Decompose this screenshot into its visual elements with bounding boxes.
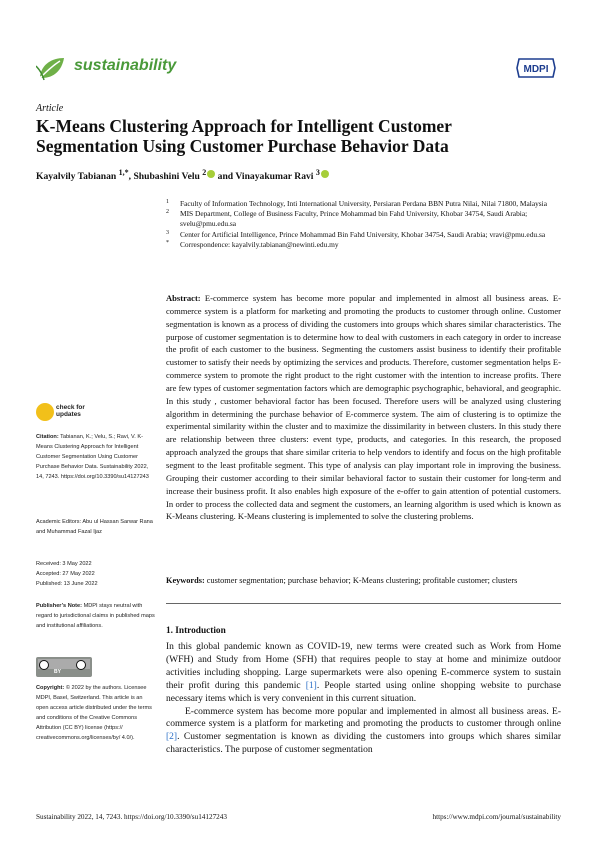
copyright-label: Copyright: [36,685,65,691]
author-name: Shubashini Velu [133,171,200,183]
section-divider [166,603,561,604]
publisher-note-text: MDPI stays neutral with regard to jurisdictional claims in published maps and institutional affiliations. [36,603,155,629]
cc-by-label: BY [54,669,61,675]
correspondence-text: Correspondence: kayalvily.tabianan@newinti.edu.my [180,239,339,249]
published-date: Published: 13 June 2022 [36,581,98,587]
citation-link[interactable]: [2] [166,732,178,743]
copyright-text: © 2022 by the authors. Licensee MDPI, Basel, Switzerland. This article is an open access article distributed under the terms and conditions of the Creative Commons Attribution (CC BY) license (https:// creativecommons.org/licenses/by/ 4.0/). [36,685,152,741]
author-sup: 3 [315,168,320,177]
section-heading: 1. Introduction [166,626,226,636]
paragraph-text: . People started using online shopping website to purchase necessary items which is very convenient in this current situation. [166,680,561,704]
correspondence-item [166,240,561,250]
check-updates-line1: check for [56,404,85,411]
article-type: Article [36,103,64,114]
author-sup: 1,* [118,168,129,177]
accepted-date: Accepted: 27 May 2022 [36,571,95,577]
author-separator: and [215,171,236,183]
mdpi-logo-text: MDPI [523,64,549,75]
keywords [166,575,561,586]
journal-name[interactable]: sustainability [74,57,177,74]
citation-block [36,432,156,482]
publisher-note [36,601,156,631]
check-updates-icon [36,403,54,421]
author-list [36,168,556,182]
keywords-text: customer segmentation; purchase behavior; K-Means clustering; profitable customer; clusters [206,576,518,585]
article-title: K-Means Clustering Approach for Intelligent Customer Segmentation Using Customer Purchase Behavior Data [36,116,452,156]
affiliation-number: 1 [166,199,169,205]
affiliation-item [166,199,561,209]
abstract-text: E-commerce system has become more popular and implemented in almost all business areas. E-commerce system is a platform for marketing and promoting the products to customer through online. Customer segmentation is known as a process of dividing the customers into groups which shares similar characteristics. The purpose of customer segmentation is to determine how to deal with customers in each category in order to increase the profit of each customer to the business. Segmenting the customers assist business to identify their profitable customer to satisfy their needs by optimizing the services and products. Therefore, customer segmentation helps E-commerce system to promote the right product to the right customer with the intention to increase profits. There are few types of customer segmentation factors which are demographic psychographic, behavioral, and geographic. In this study , customer behavioral factor has been focused. Therefore users will be analyzed using clustering algorithm in determining the purchase behavior of E-commerce system. The aim of clustering is to optimize the experimental similarity within the cluster and to maximize the dissimilarity in between clusters. In this study there are relationship between three clusters: event type, products, and categories. In this research, the proposed approach analyzed the groups that share similar criteria to help vendors to identify and focus on the high profitable segment to the least profitable segment. This type of analysis can play important role in improving the business. Grouping their customer according to their similar behavioral factor to sustain their customer for long-term and increase their business profit. It also enables high exposure of the e-offer to gain attention of potential customers. In order to process the collected data and segment the customers, an learning algorithm is used which is known as K-Means clustering. K-Means clustering is implemented to solve the clustering problems. [166,293,561,522]
affiliation-text: Faculty of Information Technology, Inti International University, Persiaran Perdana BBN Putra Nilai, Nilai 71800, Malaysia [180,199,548,208]
citation-link[interactable]: [1] [305,680,317,691]
affiliation-item [166,209,561,229]
affiliation-text: Center for Artificial Intelligence, Prince Mohammad Bin Fahd University, Khobar 34754, Saudi Arabia; vravi@pmu.edu.sa [180,229,546,239]
introduction-body [166,641,561,757]
paragraph-text: E-commerce system has become more popular and implemented in almost all business areas. E-commerce system is a platform for marketing and promoting the products to customer through online [166,706,561,730]
copyright-block [36,683,156,743]
author-separator: , [128,171,134,183]
received-date: Received: 3 May 2022 [36,561,92,567]
keywords-label: Keywords: [166,576,205,585]
cc-by-license-badge[interactable] [36,657,92,677]
orcid-icon[interactable] [321,170,329,178]
affiliation-item [166,230,561,240]
affiliation-number: * [166,239,169,246]
abstract [166,292,561,523]
affiliation-number: 3 [166,229,169,236]
citation-label: Citation: [36,434,59,440]
footer-url[interactable]: https://www.mdpi.com/journal/sustainability [432,813,561,821]
journal-leaf-logo [36,52,68,84]
cc-icon [39,660,49,670]
affiliation-text: MIS Department, College of Business Faculty, Prince Mohammad bin Fahd University, Khobar 34754, Saudi Arabia; svelu@pmu.edu.sa [180,209,528,229]
check-updates-text [56,404,85,418]
author-sup: 2 [202,168,207,177]
publisher-note-label: Publisher’s Note: [36,603,83,609]
paragraph-text: . Customer segmentation is known as dividing the customers into groups which shares similar characteristics. The purpose of customer segmentation [166,732,561,756]
academic-editors: Academic Editors: Abu ul Hassan Sarwar Rana and Muhammad Fazal Ijaz [36,519,153,535]
author-name: Kayalvily Tabianan [36,171,117,183]
paragraph [166,706,561,758]
check-for-updates-button[interactable] [36,403,156,423]
paragraph-text: In this global pandemic known as COVID-19, new terms were created such as Work from Home (WFH) and Study from Home (SFH) that requires people to stay at home and minimize outdoor activities including shopping. Large supermarkets were also opening E-commerce system to sustain their profit during this pandemic [166,642,561,691]
paragraph [166,641,561,706]
by-icon [76,660,86,670]
affiliation-number: 2 [166,209,169,216]
check-updates-line2: updates [56,411,81,418]
footer-citation[interactable]: Sustainability 2022, 14, 7243. https://doi.org/10.3390/su14127243 [36,813,227,821]
affiliations [166,199,561,250]
citation-text: Tabianan, K.; Velu, S.; Ravi, V. K-Means Clustering Approach for Intelligent Customer Segmentation Using Customer Purchase Behavior Data. Sustainability 2022, 14, 7243. https://doi.org/10.3390/su14127243 [36,434,149,480]
abstract-label: Abstract: [166,293,201,303]
mdpi-logo[interactable] [515,57,557,79]
author-name: Vinayakumar Ravi [235,171,314,183]
